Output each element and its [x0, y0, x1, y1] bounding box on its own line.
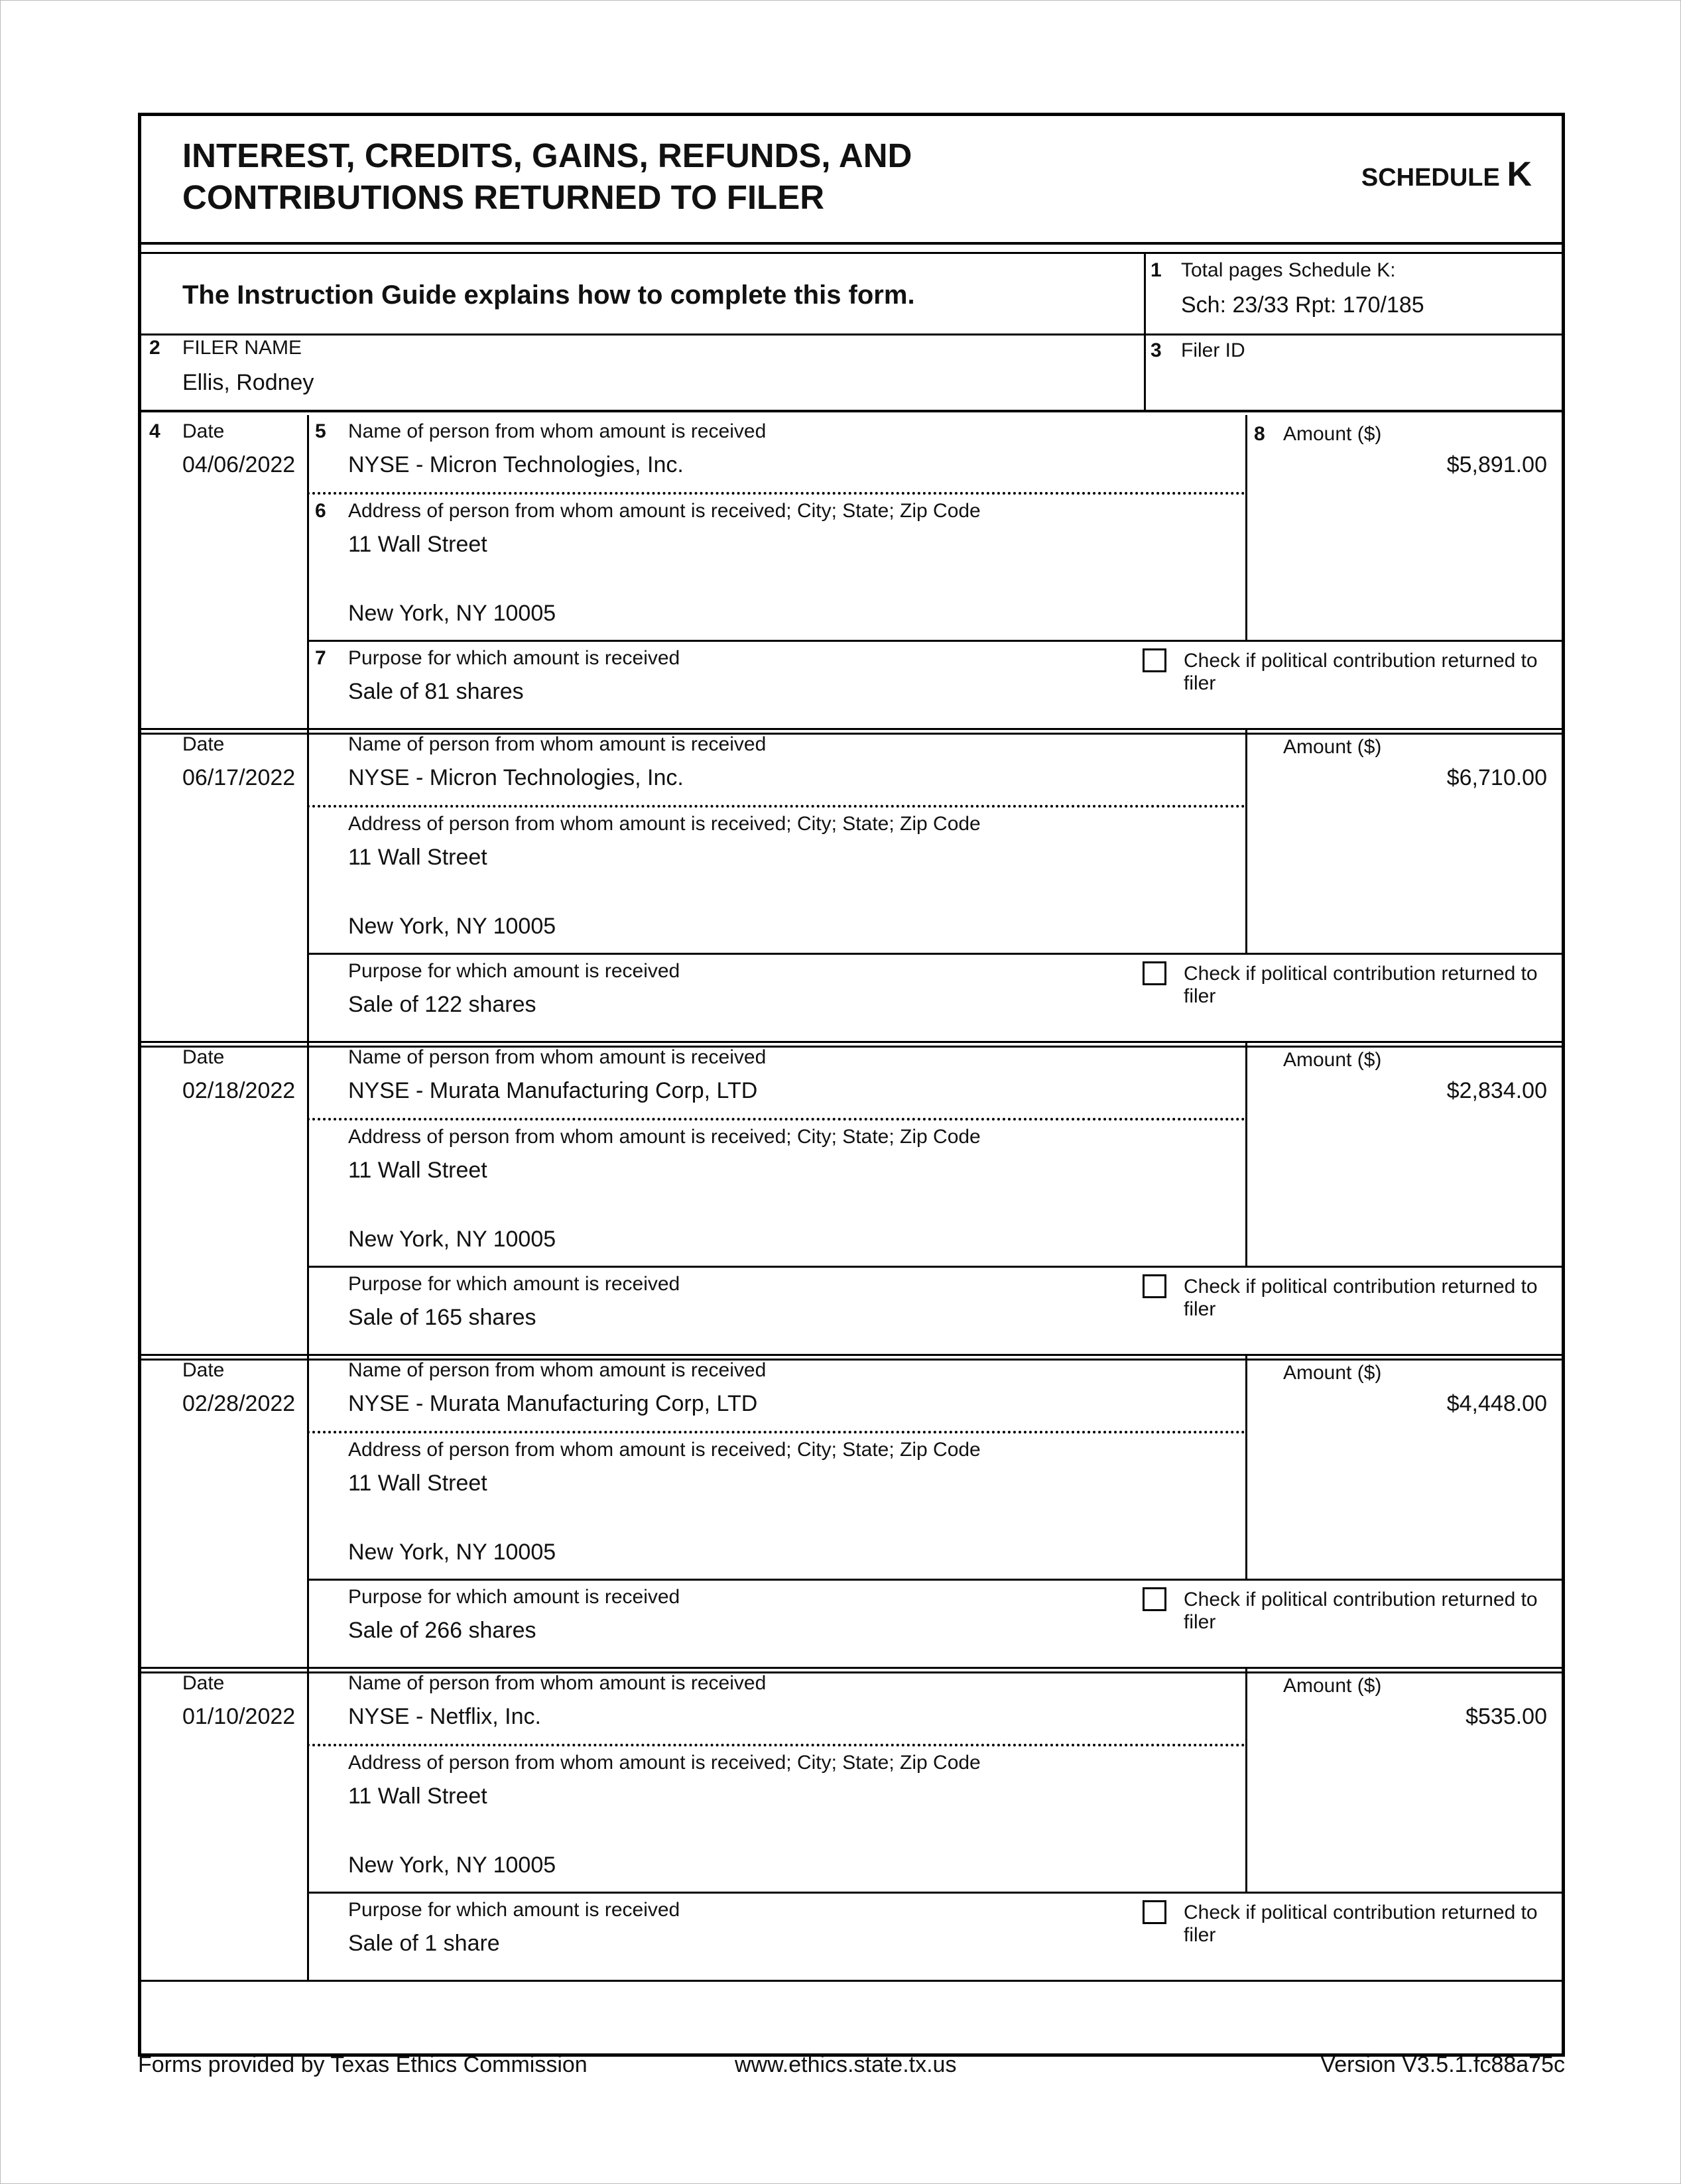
date-label: Date	[182, 1359, 225, 1381]
filer-row	[141, 332, 1562, 412]
dotted-divider	[307, 1118, 1245, 1121]
details-column	[307, 415, 1562, 728]
address-label: Address of person from whom amount is received; City; State; Zip Code	[348, 1126, 981, 1148]
entry-block	[141, 1354, 1562, 1673]
dotted-divider	[307, 805, 1245, 808]
date-label: Date	[182, 420, 225, 442]
date-value[interactable]: 01/10/2022	[182, 1704, 296, 1729]
filer-id-number: 3	[1151, 339, 1162, 361]
dotted-divider	[307, 1431, 1245, 1433]
purpose-value[interactable]: Sale of 122 shares	[348, 992, 536, 1017]
political-contribution-checkbox[interactable]	[1143, 648, 1166, 672]
purpose-label: Purpose for which amount is received	[348, 960, 680, 982]
political-contribution-checkbox[interactable]	[1143, 1900, 1166, 1924]
field-number-address: 6	[315, 500, 326, 522]
address-label: Address of person from whom amount is received; City; State; Zip Code	[348, 813, 981, 835]
amount-label: Amount ($)	[1283, 423, 1382, 445]
form-title	[182, 135, 1177, 218]
total-pages-value: Sch: 23/33 Rpt: 170/185	[1181, 292, 1424, 318]
name-label: Name of person from whom amount is received	[348, 1359, 767, 1381]
amount-label: Amount ($)	[1283, 1675, 1382, 1697]
dotted-divider	[307, 492, 1245, 495]
purpose-value[interactable]: Sale of 81 shares	[348, 679, 524, 704]
address-line1-value[interactable]: 11 Wall Street	[348, 1158, 487, 1183]
amount-label: Amount ($)	[1283, 1049, 1382, 1071]
footer-left: Forms provided by Texas Ethics Commission	[138, 2052, 588, 2077]
schedule-word: SCHEDULE	[1361, 164, 1500, 192]
checkbox-label: Check if political contribution returned to filer	[1184, 1589, 1538, 1633]
form-title-line1: INTEREST, CREDITS, GAINS, REFUNDS, AND	[182, 137, 912, 174]
checkbox-label: Check if political contribution returned to filer	[1184, 650, 1538, 694]
field-number-amount: 8	[1254, 423, 1265, 445]
amount-value[interactable]: $6,710.00	[1446, 765, 1547, 790]
form-title-line2: CONTRIBUTIONS RETURNED TO FILER	[182, 178, 825, 216]
purpose-divider	[307, 953, 1562, 955]
political-contribution-checkbox[interactable]	[1143, 1587, 1166, 1611]
amount-value[interactable]: $2,834.00	[1446, 1078, 1547, 1103]
name-label: Name of person from whom amount is received	[348, 1672, 767, 1694]
total-pages-label: Total pages Schedule K:	[1181, 259, 1396, 281]
date-column	[141, 1667, 309, 1980]
filer-name-label: FILER NAME	[182, 337, 302, 359]
address-line2-value[interactable]: New York, NY 10005	[348, 914, 556, 939]
schedule-label	[1361, 154, 1532, 194]
date-label: Date	[182, 1672, 225, 1694]
payer-name-value[interactable]: NYSE - Netflix, Inc.	[348, 1704, 541, 1729]
amount-value[interactable]: $5,891.00	[1446, 452, 1547, 477]
date-label: Date	[182, 1046, 225, 1068]
checkbox-label: Check if political contribution returned to filer	[1184, 1276, 1538, 1320]
purpose-divider	[307, 640, 1562, 642]
date-column	[141, 1354, 309, 1667]
amount-divider	[1245, 1041, 1247, 1266]
address-line1-value[interactable]: 11 Wall Street	[348, 532, 487, 557]
political-contribution-checkbox[interactable]	[1143, 961, 1166, 985]
address-line2-value[interactable]: New York, NY 10005	[348, 1540, 556, 1565]
filer-name-value[interactable]: Ellis, Rodney	[182, 370, 314, 395]
filer-divider	[1144, 332, 1146, 410]
amount-value[interactable]: $535.00	[1465, 1704, 1547, 1729]
amount-divider	[1245, 1354, 1247, 1579]
field-number-date: 4	[149, 420, 160, 442]
address-line2-value[interactable]: New York, NY 10005	[348, 601, 556, 626]
address-label: Address of person from whom amount is received; City; State; Zip Code	[348, 1439, 981, 1461]
address-line2-value[interactable]: New York, NY 10005	[348, 1227, 556, 1252]
entry-block	[141, 415, 1562, 735]
amount-label: Amount ($)	[1283, 1362, 1382, 1384]
details-column	[307, 1354, 1562, 1667]
amount-label: Amount ($)	[1283, 736, 1382, 758]
footer-center[interactable]: www.ethics.state.tx.us	[735, 2052, 957, 2077]
instruction-text: The Instruction Guide explains how to complete this form.	[182, 280, 915, 310]
date-value[interactable]: 04/06/2022	[182, 452, 296, 477]
name-label: Name of person from whom amount is received	[348, 1046, 767, 1068]
form-header	[141, 116, 1562, 245]
payer-name-value[interactable]: NYSE - Murata Manufacturing Corp, LTD	[348, 1078, 758, 1103]
address-line2-value[interactable]: New York, NY 10005	[348, 1852, 556, 1878]
purpose-divider	[307, 1579, 1562, 1581]
purpose-value[interactable]: Sale of 1 share	[348, 1931, 500, 1956]
date-column	[141, 415, 309, 728]
date-value[interactable]: 02/18/2022	[182, 1078, 296, 1103]
name-label: Name of person from whom amount is received	[348, 420, 767, 442]
total-pages-number: 1	[1151, 259, 1162, 281]
purpose-divider	[307, 1892, 1562, 1894]
political-contribution-checkbox[interactable]	[1143, 1274, 1166, 1298]
amount-divider	[1245, 1667, 1247, 1892]
purpose-value[interactable]: Sale of 165 shares	[348, 1305, 536, 1330]
address-label: Address of person from whom amount is received; City; State; Zip Code	[348, 1752, 981, 1774]
address-line1-value[interactable]: 11 Wall Street	[348, 845, 487, 870]
payer-name-value[interactable]: NYSE - Micron Technologies, Inc.	[348, 765, 684, 790]
footer-right: Version V3.5.1.fc88a75c	[1320, 2052, 1565, 2077]
amount-value[interactable]: $4,448.00	[1446, 1391, 1547, 1416]
payer-name-value[interactable]: NYSE - Micron Technologies, Inc.	[348, 452, 684, 477]
date-value[interactable]: 02/28/2022	[182, 1391, 296, 1416]
date-column	[141, 1041, 309, 1354]
instruction-divider	[1144, 254, 1146, 334]
purpose-label: Purpose for which amount is received	[348, 1586, 680, 1608]
date-column	[141, 728, 309, 1041]
schedule-letter: K	[1507, 155, 1532, 194]
checkbox-label: Check if political contribution returned to filer	[1184, 1902, 1538, 1946]
address-line1-value[interactable]: 11 Wall Street	[348, 1471, 487, 1496]
entry-block	[141, 728, 1562, 1048]
payer-name-value[interactable]: NYSE - Murata Manufacturing Corp, LTD	[348, 1391, 758, 1416]
filer-id-label: Filer ID	[1181, 339, 1245, 361]
date-value[interactable]: 06/17/2022	[182, 765, 296, 790]
details-column	[307, 728, 1562, 1041]
entry-block	[141, 1667, 1562, 1982]
checkbox-label: Check if political contribution returned to filer	[1184, 963, 1538, 1007]
field-number-name: 5	[315, 420, 326, 442]
purpose-label: Purpose for which amount is received	[348, 1273, 680, 1295]
purpose-value[interactable]: Sale of 266 shares	[348, 1618, 536, 1643]
name-label: Name of person from whom amount is received	[348, 733, 767, 755]
instruction-row	[141, 252, 1562, 335]
purpose-divider	[307, 1266, 1562, 1268]
address-line1-value[interactable]: 11 Wall Street	[348, 1784, 487, 1809]
date-label: Date	[182, 733, 225, 755]
dotted-divider	[307, 1744, 1245, 1746]
details-column	[307, 1041, 1562, 1354]
purpose-label: Purpose for which amount is received	[348, 647, 680, 669]
field-number-purpose: 7	[315, 647, 326, 669]
amount-divider	[1245, 728, 1247, 953]
schedule-k-form	[138, 113, 1565, 2057]
address-label: Address of person from whom amount is received; City; State; Zip Code	[348, 500, 981, 522]
purpose-label: Purpose for which amount is received	[348, 1899, 680, 1921]
entry-block	[141, 1041, 1562, 1361]
filer-name-number: 2	[149, 337, 160, 359]
details-column	[307, 1667, 1562, 1980]
amount-divider	[1245, 415, 1247, 640]
